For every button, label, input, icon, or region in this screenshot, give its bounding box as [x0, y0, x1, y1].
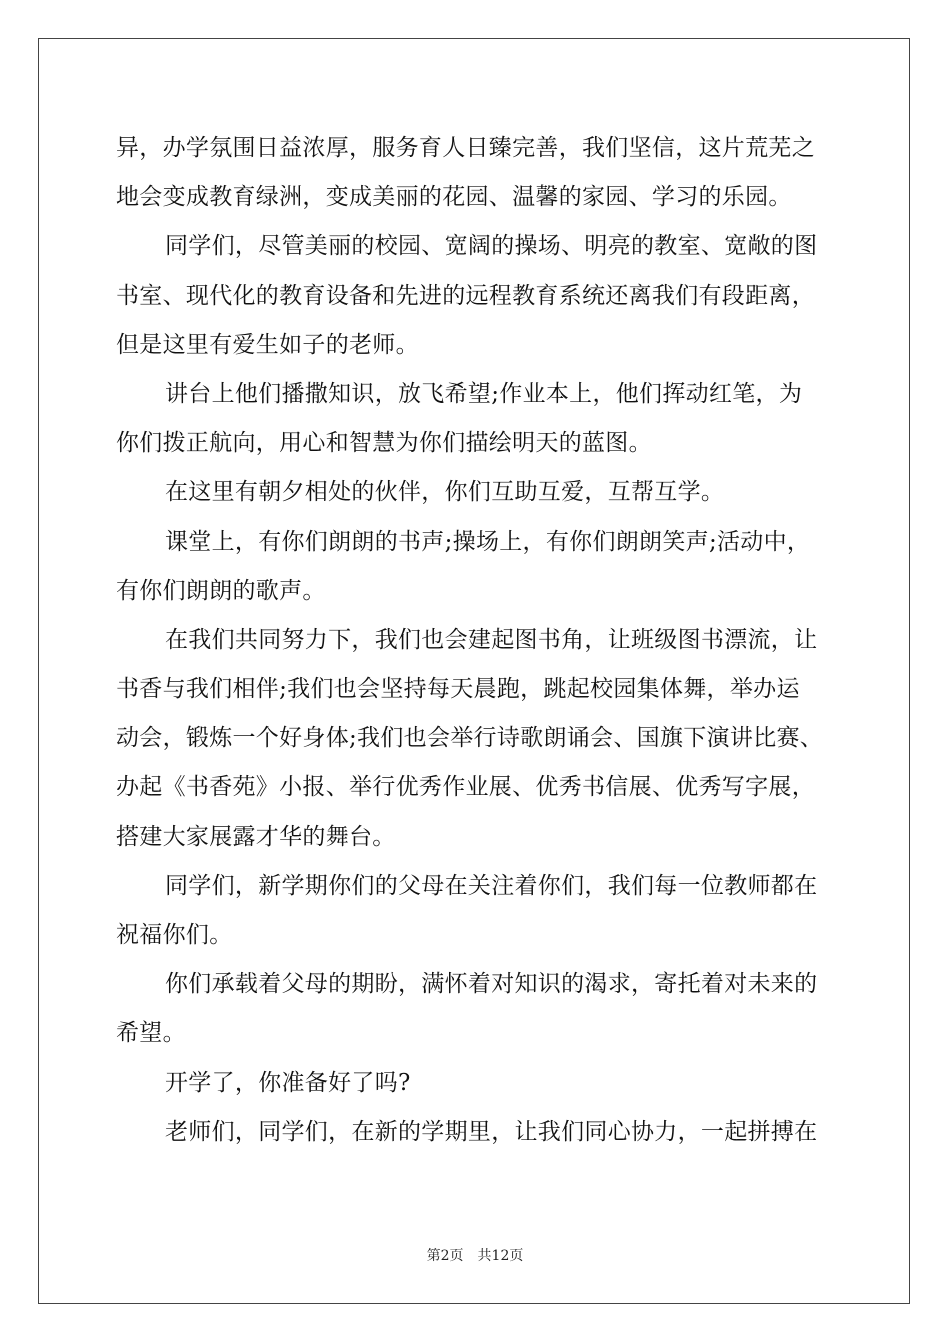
text-line: 地会变成教育绿洲，变成美丽的花园、温馨的家园、学习的乐园。 — [116, 184, 792, 211]
text-line: 书香与我们相伴;我们也会坚持每天晨跑，跳起校园集体舞，举办运 — [116, 676, 800, 703]
text-line: 办起《书香苑》小报、举行优秀作业展、优秀书信展、优秀写字展， — [116, 774, 815, 801]
text-line: 但是这里有爱生如子的老师。 — [116, 331, 419, 358]
page-total: 共12页 — [477, 1248, 524, 1264]
text-line: 在我们共同努力下，我们也会建起图书角，让班级图书漂流，让 — [165, 626, 818, 653]
text-line: 同学们，新学期你们的父母在关注着你们，我们每一位教师都在 — [165, 872, 818, 899]
text-line: 异，办学氛围日益浓厚，服务育人日臻完善，我们坚信，这片荒芜之 — [116, 135, 815, 161]
text-line: 你们拨正航向，用心和智慧为你们描绘明天的蓝图。 — [116, 430, 652, 457]
text-line: 你们承载着父母的期盼，满怀着对知识的渴求，寄托着对未来的 — [165, 971, 818, 998]
text-line: 搭建大家展露才华的舞台。 — [116, 823, 396, 850]
text-line: 讲台上他们播撒知识，放飞希望;作业本上，他们挥动红笔，为 — [165, 380, 803, 407]
text-line: 有你们朗朗的歌声。 — [116, 577, 326, 604]
text-line: 课堂上，有你们朗朗的书声;操场上，有你们朗朗笑声;活动中， — [165, 528, 811, 555]
page-footer — [0, 1245, 950, 1265]
text-line: 书室、现代化的教育设备和先进的远程教育系统还离我们有段距离， — [116, 282, 815, 309]
document-body — [116, 124, 840, 1157]
text-line: 祝福你们。 — [116, 922, 233, 948]
text-line: 同学们，尽管美丽的校园、宽阔的操场、明亮的教室、宽敞的图 — [165, 233, 818, 260]
text-line: 老师们，同学们，在新的学期里，让我们同心协力，一起拼搏在 — [165, 1118, 818, 1145]
text-line: 希望。 — [116, 1020, 186, 1047]
text-line: 动会，锻炼一个好身体;我们也会举行诗歌朗诵会、国旗下演讲比赛、 — [116, 725, 824, 752]
page-number: 第2页 — [426, 1248, 464, 1264]
text-line: 在这里有朝夕相处的伙伴，你们互助互爱，互帮互学。 — [165, 479, 725, 506]
text-line: 开学了，你准备好了吗? — [165, 1069, 411, 1096]
